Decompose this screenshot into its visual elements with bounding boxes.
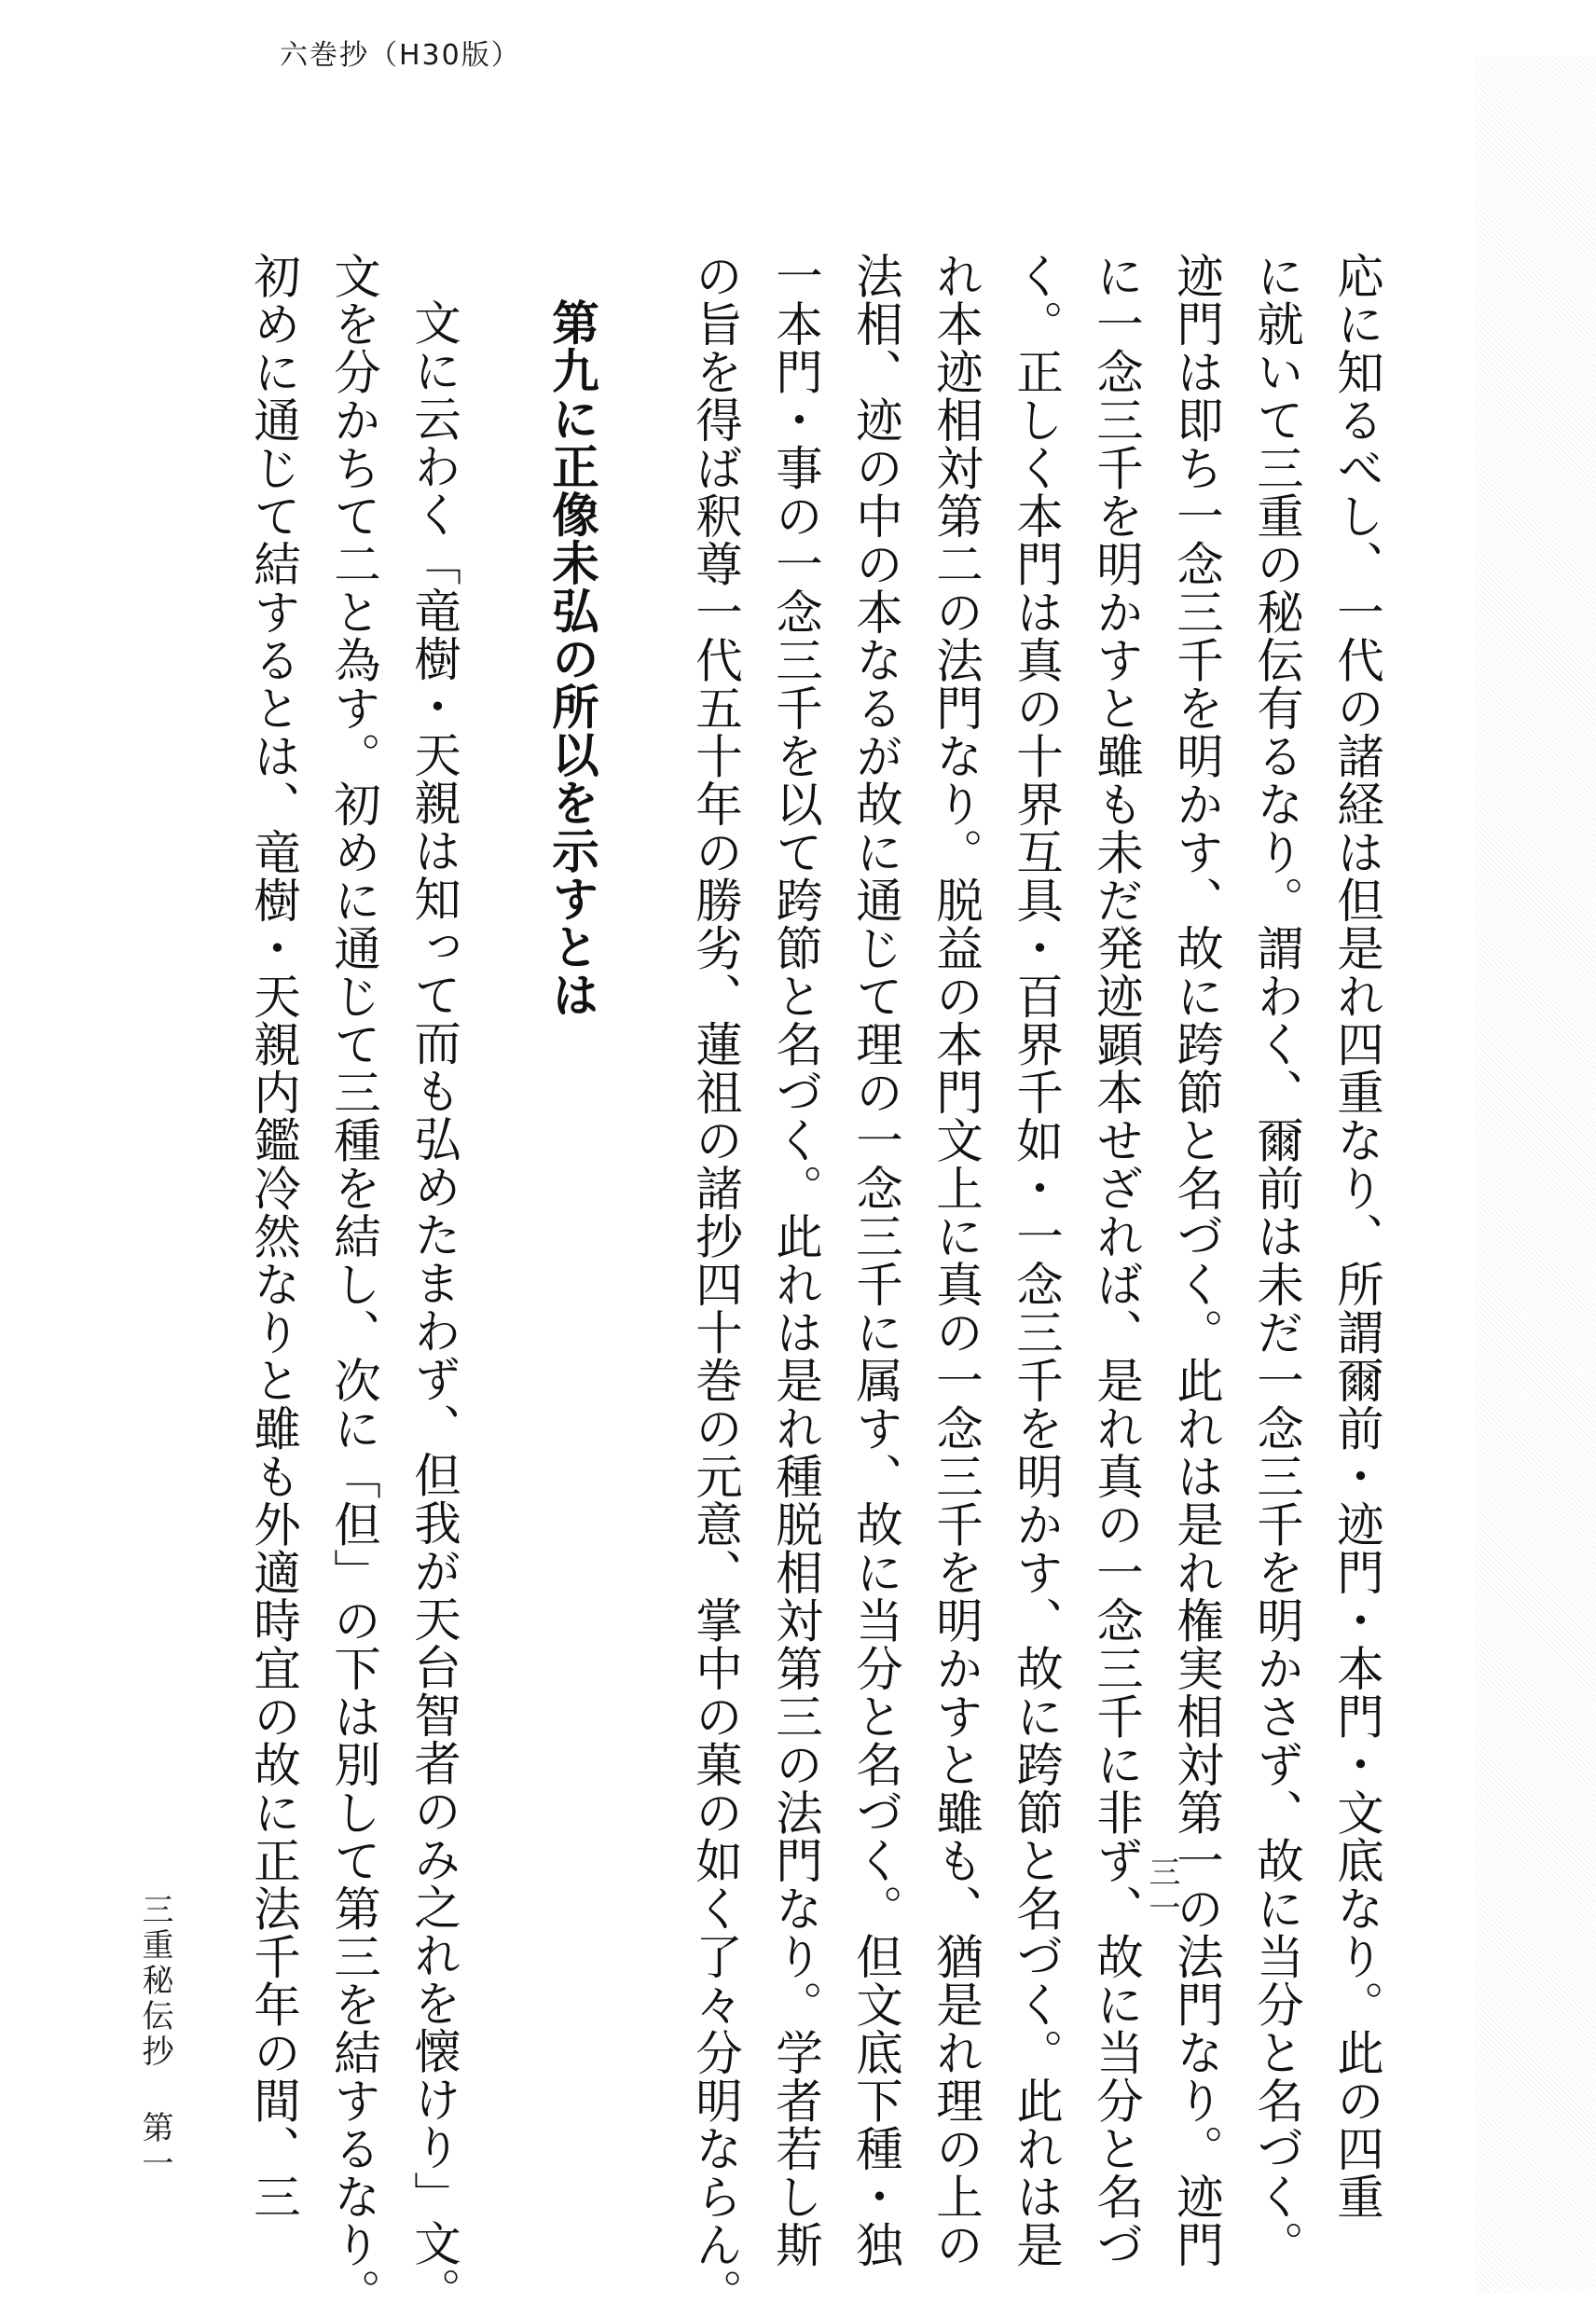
text-column-8: 一本門・事の一念三千を以て跨節と名づく。此れは是れ種脱相対第三の法門なり。学者若し斯	[768, 252, 824, 2269]
text-column-9: の旨を得ば釈尊一代五十年の勝劣、蓮祖の諸抄四十巻の元意、掌中の菓の如く了々分明ならん。	[688, 252, 744, 2317]
text-column-3: 迹門は即ち一念三千を明かす、故に跨節と名づく。此れは是れ権実相対第一の法門なり。迹門	[1169, 252, 1225, 2269]
text-column-6: れ本迹相対第二の法門なり。脱益の本門文上に真の一念三千を明かすと雖も、猶是れ理の上の	[929, 252, 984, 2269]
text-column-5: く。正しく本門は真の十界互具・百界千如・一念三千を明かす、故に跨節と名づく。此れは是	[1009, 252, 1065, 2269]
scan-edge-shading	[1475, 56, 1596, 2294]
section-heading: 第九に正像未弘の所以を示すとは	[544, 298, 600, 1019]
text-column-11: 文を分かちて二と為す。初めに通じて三種を結し、次に「但」の下は別して第三を結するなり。	[326, 252, 382, 2317]
text-column-4: に一念三千を明かすと雖も未だ発迹顕本せざれば、是れ真の一念三千に非ず、故に当分と名づ	[1089, 252, 1145, 2269]
text-column-1: 応に知るべし、一代の諸経は但是れ四重なり、所謂爾前・迹門・本門・文底なり。此の四重	[1329, 252, 1385, 2221]
running-footer: 三重秘伝抄 第一	[136, 1893, 173, 2182]
text-column-10: 文に云わく「竜樹・天親は知って而も弘めたまわず、但我が天台智者のみ之れを懐けり」文。	[406, 298, 462, 2315]
text-column-2: に就いて三重の秘伝有るなり。謂わく、爾前は未だ一念三千を明かさず、故に当分と名づく。	[1249, 252, 1305, 2269]
text-column-7: 法相、迹の中の本なるが故に通じて理の一念三千に属す、故に当分と名づく。但文底下種・独	[848, 252, 904, 2269]
page-number: 三一	[1143, 1855, 1180, 1926]
text-column-12: 初めに通じて結するとは、竜樹・天親内鑑冷然なりと雖も外適時宜の故に正法千年の間、三	[246, 252, 302, 2221]
running-header: 六巻抄（H30版）	[280, 39, 521, 72]
